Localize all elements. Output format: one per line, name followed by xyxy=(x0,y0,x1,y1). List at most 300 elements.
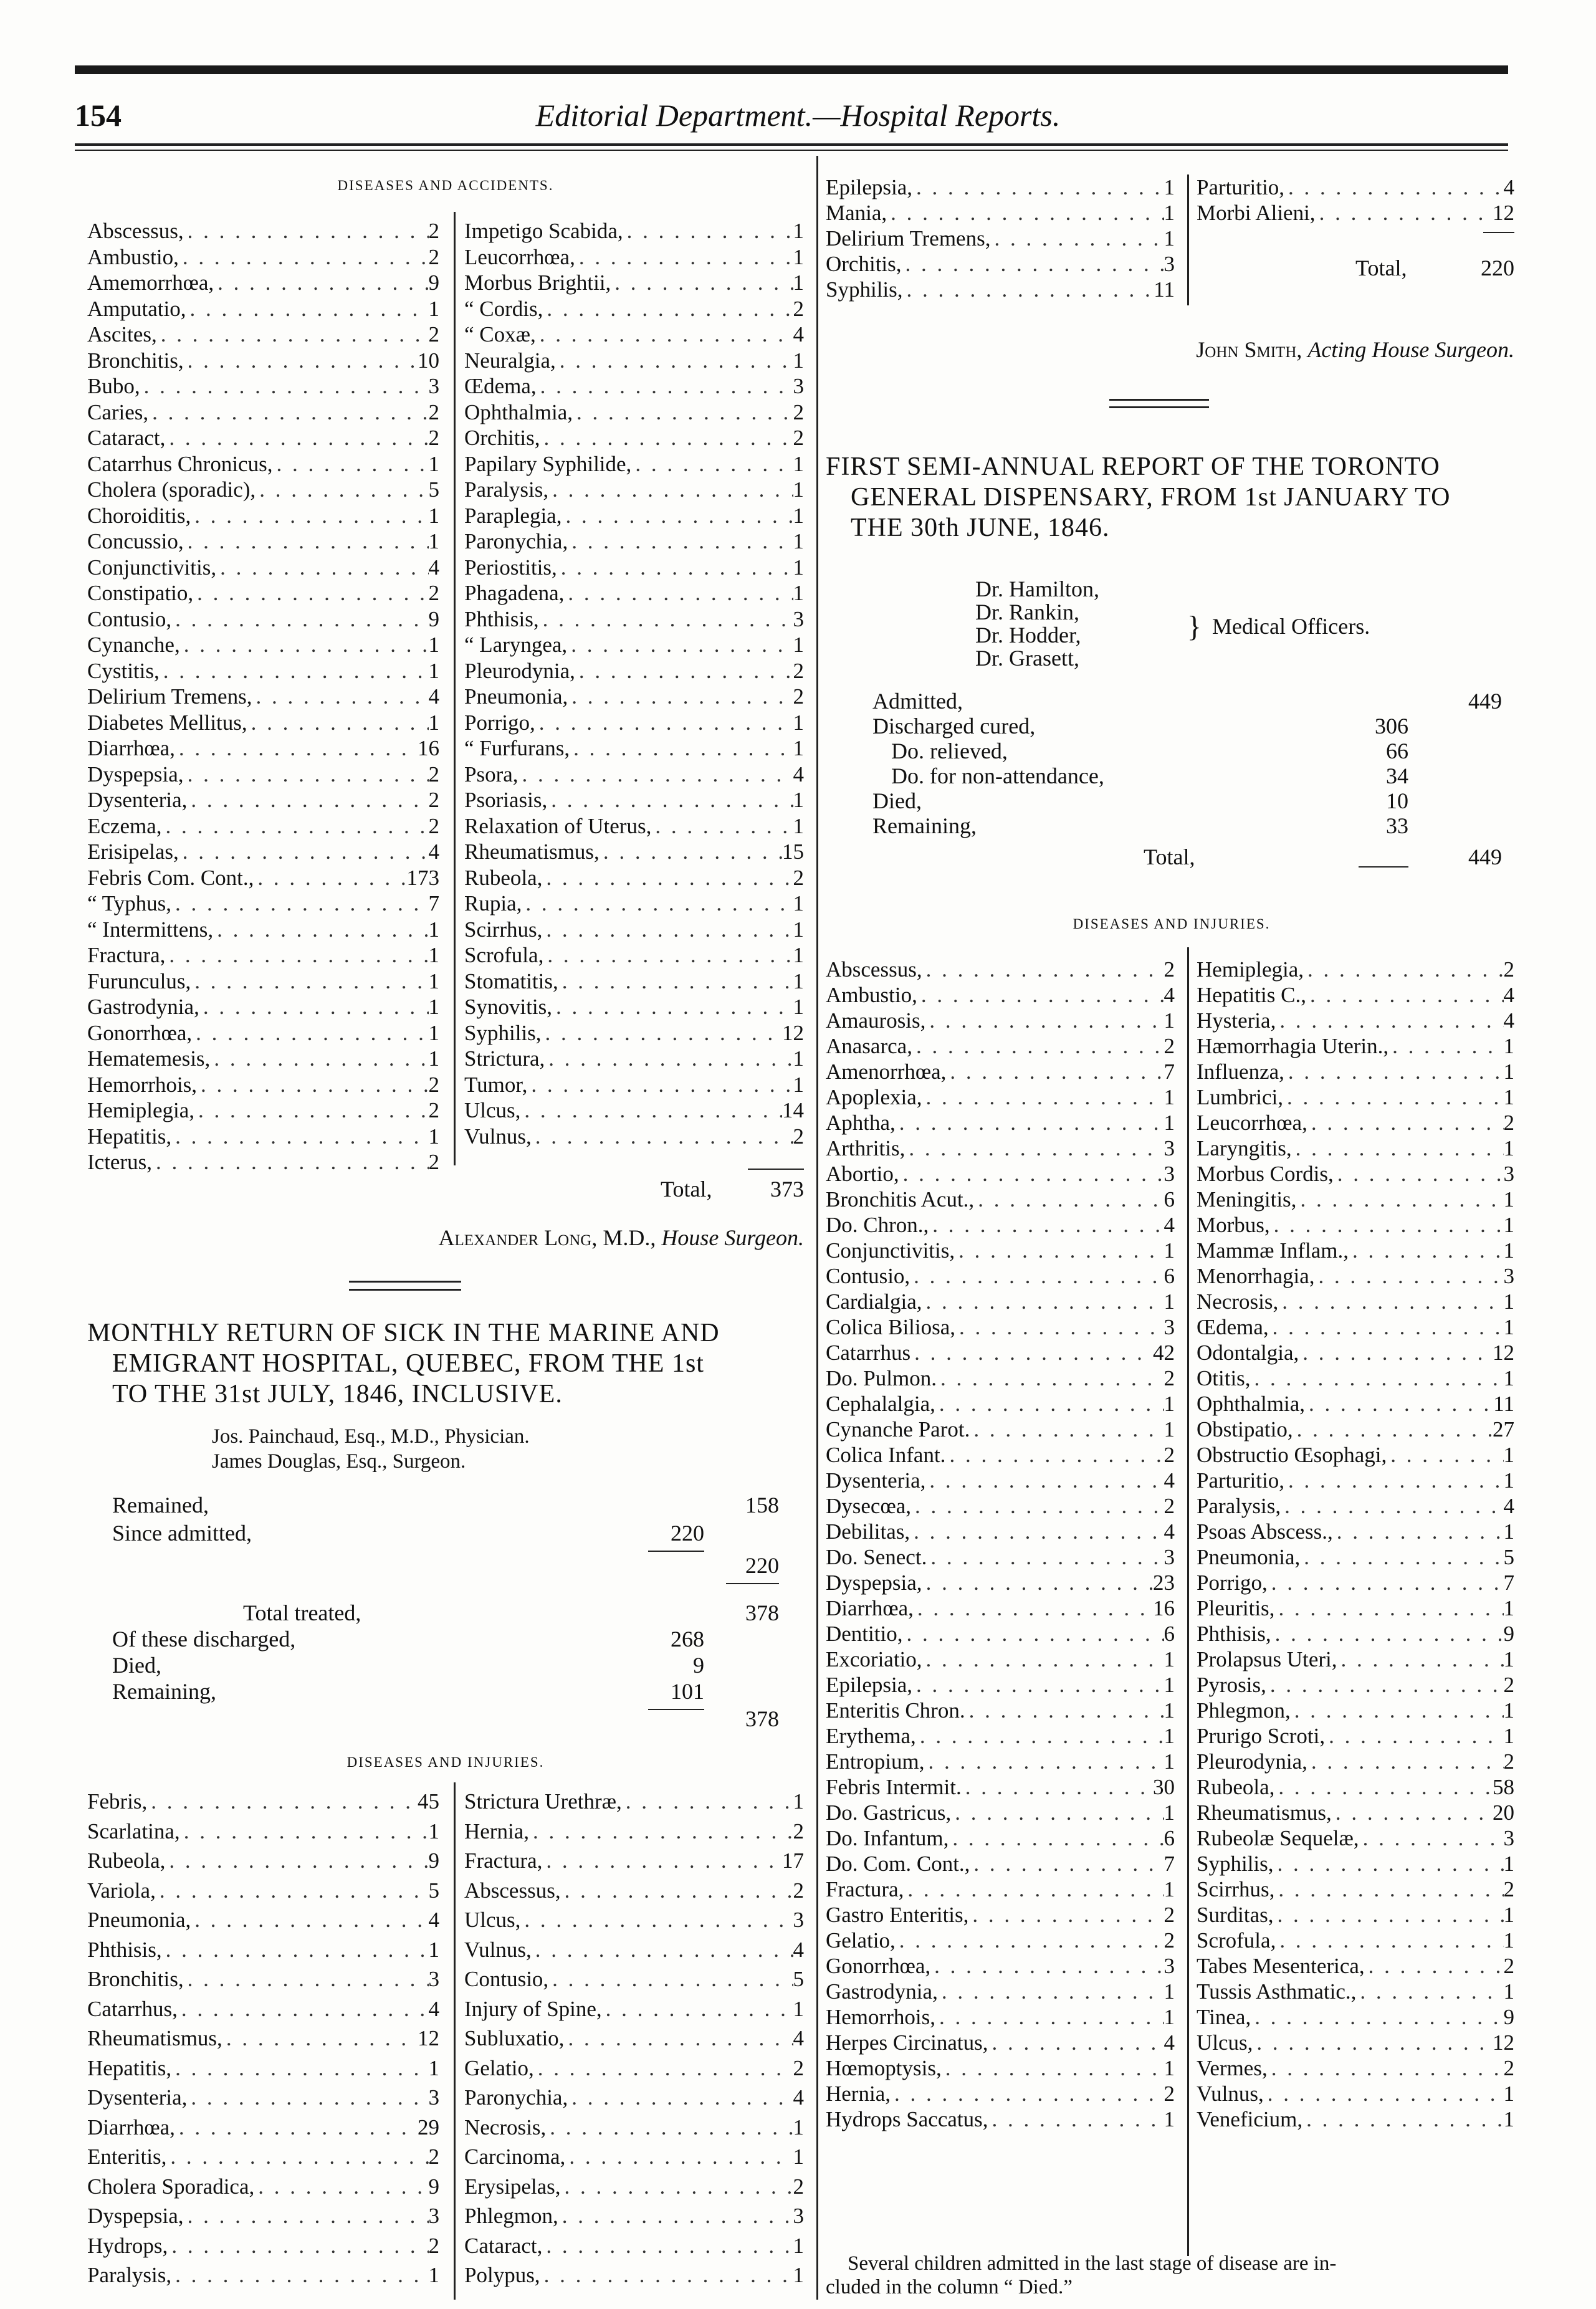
disease-name: Catarrhus Chronicus, xyxy=(87,451,273,476)
dot-leader xyxy=(1264,2081,1504,2106)
case-count: 12 xyxy=(1493,2030,1514,2055)
dot-leader xyxy=(171,2055,428,2081)
disease-name: Contusio, xyxy=(464,1967,549,1991)
dot-leader xyxy=(535,710,793,735)
dot-leader xyxy=(1356,1979,1503,2004)
disease-name: Diabetes Mellitus, xyxy=(87,710,247,735)
list-item xyxy=(464,2203,804,2229)
disease-name: Ulcus, xyxy=(464,1908,521,1932)
case-count: 4 xyxy=(1164,983,1175,1007)
dot-leader xyxy=(1316,200,1493,226)
disease-name: Epilepsia, xyxy=(826,175,912,199)
td-nonattend-value: 34 xyxy=(1386,763,1408,788)
case-count: 1 xyxy=(793,503,804,528)
disease-name: Cephalalgia, xyxy=(826,1392,935,1416)
dot-leader xyxy=(611,270,793,295)
list-item xyxy=(826,1621,1175,1647)
list-item xyxy=(1197,1647,1514,1672)
case-count: 3 xyxy=(428,1967,439,1991)
case-count: 2 xyxy=(793,2055,804,2080)
td-total-rule xyxy=(1359,866,1408,868)
case-count: 1 xyxy=(1503,1213,1514,1237)
dot-leader xyxy=(148,399,428,425)
disease-name: Hysteria, xyxy=(1197,1008,1276,1033)
case-count: 4 xyxy=(428,839,439,864)
case-count: 2 xyxy=(428,426,439,450)
case-count: 1 xyxy=(1164,1979,1175,2004)
list-item xyxy=(464,503,804,528)
dot-leader xyxy=(912,1672,1164,1698)
dot-leader xyxy=(520,1907,793,1933)
dot-leader xyxy=(1296,1187,1503,1212)
list-item xyxy=(87,580,439,606)
final-total: 378 xyxy=(745,1706,779,1731)
disease-name: Hemiplegia, xyxy=(1197,957,1304,982)
list-item xyxy=(87,2055,439,2081)
disease-name: Fractura, xyxy=(87,943,166,967)
dot-leader xyxy=(567,632,793,657)
sum-rule-2 xyxy=(726,1583,779,1584)
disease-name: Catarrhus, xyxy=(87,1996,178,2021)
case-count: 2 xyxy=(1164,1494,1175,1518)
disease-name: Do. Senect. xyxy=(826,1545,927,1569)
dot-leader xyxy=(184,218,429,244)
dot-leader xyxy=(935,2004,1164,2030)
list-item xyxy=(826,1033,1175,1059)
disease-name: Prolapsus Uteri, xyxy=(1197,1647,1337,1671)
dot-leader xyxy=(222,2025,418,2051)
dot-leader xyxy=(191,503,428,528)
case-count: 3 xyxy=(793,606,804,631)
disease-name: Eczema, xyxy=(87,813,162,838)
list-item xyxy=(826,1263,1175,1289)
list-item xyxy=(826,982,1175,1008)
list-item xyxy=(1197,2030,1514,2055)
dot-leader xyxy=(179,244,429,270)
dot-leader xyxy=(1365,1953,1504,1979)
list-item xyxy=(826,1876,1175,1902)
list-item xyxy=(826,1595,1175,1621)
dot-leader xyxy=(565,2144,793,2169)
case-count: 1 xyxy=(793,2115,804,2139)
case-count: 1 xyxy=(1164,1289,1175,1314)
treated-value: 378 xyxy=(745,1600,779,1625)
disease-name: Pyrosis, xyxy=(1197,1673,1266,1697)
dot-leader xyxy=(184,2203,429,2229)
list-item xyxy=(464,891,804,916)
list-item xyxy=(826,1825,1175,1851)
case-count: 1 xyxy=(1164,1673,1175,1697)
dot-leader xyxy=(1251,1365,1504,1391)
list-item xyxy=(464,917,804,942)
dot-leader xyxy=(520,1097,782,1123)
running-head: Editorial Department.—Hospital Reports. xyxy=(535,98,1061,133)
list-item xyxy=(464,2115,804,2140)
disease-name: Stomatitis, xyxy=(464,968,558,993)
case-count: 1 xyxy=(1503,1596,1514,1620)
separator-rule-4 xyxy=(1109,406,1209,408)
case-count: 7 xyxy=(428,891,439,915)
disease-name: Epilepsia, xyxy=(826,1673,912,1697)
disease-name: Amemorrhœa, xyxy=(87,270,214,295)
disease-name: Caries, xyxy=(87,399,149,424)
case-count: 1 xyxy=(793,2144,804,2169)
disease-name: Porrigo, xyxy=(1197,1570,1268,1595)
sum-rule xyxy=(648,1551,704,1552)
case-count: 1 xyxy=(1164,1008,1175,1033)
list-item xyxy=(1197,1365,1514,1391)
list-item xyxy=(87,942,439,968)
disease-name: Excoriatio, xyxy=(826,1647,922,1671)
case-count: 1 xyxy=(428,529,439,553)
dot-leader xyxy=(542,1848,782,1873)
disease-name: Erisipelas, xyxy=(87,839,179,864)
case-count: 2 xyxy=(428,219,439,243)
disease-name: Hemiplegia, xyxy=(87,1098,195,1122)
dot-leader xyxy=(1281,1493,1503,1519)
dot-leader xyxy=(575,244,793,270)
disease-name: Mammæ Inflam., xyxy=(1197,1238,1349,1263)
total-label: Total, xyxy=(661,1177,712,1202)
disease-name: Psora, xyxy=(464,762,518,786)
case-count: 6 xyxy=(1164,1264,1175,1288)
dot-leader xyxy=(1284,174,1504,200)
dot-leader xyxy=(187,787,428,813)
continued-inner-rule xyxy=(1187,174,1189,305)
disease-name: Dyspepsia, xyxy=(87,2204,184,2228)
smith-signature xyxy=(935,337,1514,363)
dot-leader xyxy=(540,2262,793,2288)
case-count: 2 xyxy=(793,1124,804,1149)
disease-name: “ Intermittens, xyxy=(87,917,214,942)
case-count: 1 xyxy=(428,2263,439,2287)
case-count: 1 xyxy=(1503,1085,1514,1109)
marine-heading-line2: EMIGRANT HOSPITAL, QUEBEC, FROM THE 1st xyxy=(112,1349,704,1378)
case-count: 14 xyxy=(782,1098,804,1122)
case-count: 2 xyxy=(793,426,804,450)
disease-name: Cynanche, xyxy=(87,633,180,657)
list-item xyxy=(1197,1161,1514,1187)
dot-leader xyxy=(184,1966,429,1992)
case-count: 2 xyxy=(428,813,439,838)
disease-name: Hæmorrhagia Uterin., xyxy=(1197,1034,1389,1058)
list-item xyxy=(87,735,439,761)
list-item xyxy=(1197,1263,1514,1289)
dot-leader xyxy=(902,251,1164,277)
dot-leader xyxy=(547,787,793,813)
list-item xyxy=(87,917,439,942)
case-count: 1 xyxy=(793,943,804,967)
list-item xyxy=(87,606,439,632)
case-count: 1 xyxy=(1503,1289,1514,1314)
case-count: 7 xyxy=(1164,1059,1175,1084)
dot-leader xyxy=(951,1800,1164,1825)
disease-name: “ Cordis, xyxy=(464,296,543,321)
remained-value: 158 xyxy=(745,1493,779,1518)
case-count: 4 xyxy=(793,2026,804,2050)
list-item xyxy=(1197,1314,1514,1340)
case-count: 17 xyxy=(782,1848,804,1873)
disease-name: Febris Com. Cont., xyxy=(87,865,254,890)
list-item xyxy=(1197,1238,1514,1263)
separator-rule-3 xyxy=(1109,399,1209,401)
case-count: 3 xyxy=(1164,1954,1175,1978)
disease-name: Subluxatio, xyxy=(464,2026,565,2050)
dot-leader xyxy=(1251,2004,1503,2030)
list-item xyxy=(1197,1698,1514,1723)
disease-name: Dysenteria, xyxy=(87,788,188,812)
list-item xyxy=(1197,1110,1514,1135)
marine-heading-line3: TO THE 31st JULY, 1846, INCLUSIVE. xyxy=(112,1380,563,1408)
dot-leader xyxy=(912,1033,1164,1059)
disease-name: Hœmoptysis, xyxy=(826,2056,942,2080)
dot-leader xyxy=(938,1979,1164,2004)
disease-name: Strictura, xyxy=(464,1046,545,1071)
disease-name: Ophthalmia, xyxy=(1197,1392,1305,1416)
dot-leader xyxy=(623,218,793,244)
list-item xyxy=(87,1072,439,1097)
dot-leader xyxy=(140,373,429,399)
disease-name: Tinea, xyxy=(1197,2005,1251,2029)
list-item xyxy=(87,710,439,735)
section-heading: DISEASES AND ACCIDENTS. xyxy=(337,178,554,193)
case-count: 6 xyxy=(1164,1826,1175,1850)
discharged-value: 268 xyxy=(671,1627,704,1652)
case-count: 1 xyxy=(1503,1852,1514,1876)
case-count: 1 xyxy=(1164,201,1175,225)
case-count: 23 xyxy=(1153,1570,1175,1595)
case-count: 9 xyxy=(428,270,439,295)
case-count: 16 xyxy=(1153,1596,1175,1620)
dot-leader xyxy=(1270,1212,1504,1238)
list-item xyxy=(87,348,439,373)
dot-leader xyxy=(171,891,429,916)
case-count: 1 xyxy=(428,1124,439,1149)
list-item xyxy=(87,1046,439,1071)
list-item xyxy=(826,1289,1175,1314)
dot-leader xyxy=(955,1314,1164,1340)
list-item xyxy=(464,244,804,270)
case-count: 3 xyxy=(1164,1162,1175,1186)
case-count: 1 xyxy=(428,2055,439,2080)
list-item xyxy=(464,2085,804,2110)
disease-name: Hernia, xyxy=(464,1819,529,1843)
dot-leader xyxy=(1300,1544,1503,1570)
officer-1: Dr. Hamilton, xyxy=(975,576,1099,601)
list-item xyxy=(87,1996,439,2022)
list-item xyxy=(464,839,804,864)
disease-name: Debilitas, xyxy=(826,1519,910,1544)
case-count: 30 xyxy=(1153,1775,1175,1799)
case-count: 1 xyxy=(1164,1417,1175,1441)
list-item xyxy=(464,296,804,322)
list-item xyxy=(87,399,439,425)
dot-leader xyxy=(561,503,793,528)
dot-leader xyxy=(575,658,793,684)
dot-leader xyxy=(152,1149,429,1175)
dot-leader xyxy=(962,1774,1153,1800)
list-item xyxy=(826,1774,1175,1800)
disease-name: Abscessus, xyxy=(826,957,922,982)
separator-rule-2 xyxy=(349,1289,461,1291)
disease-name: Rheumatismus, xyxy=(464,839,600,864)
dot-leader xyxy=(905,1135,1164,1161)
disease-name: Dysenteria, xyxy=(826,1468,926,1493)
disease-name: Gonorrhœa, xyxy=(87,1020,193,1045)
case-count: 11 xyxy=(1493,1392,1514,1416)
disease-name: Cystitis, xyxy=(87,658,160,683)
disease-name: Do. Infantum, xyxy=(826,1826,949,1850)
list-item xyxy=(87,684,439,709)
disease-name: Delirium Tremens, xyxy=(87,684,252,709)
dot-leader xyxy=(1305,1391,1493,1417)
disease-name: Cataract, xyxy=(87,426,166,450)
dot-leader xyxy=(622,1789,793,1814)
case-count: 1 xyxy=(1503,1315,1514,1339)
list-item xyxy=(464,1996,804,2022)
list-item xyxy=(1197,1774,1514,1800)
list-item xyxy=(87,1937,439,1962)
dot-leader xyxy=(1359,1825,1504,1851)
dot-leader xyxy=(179,839,429,864)
disease-name: Laryngitis, xyxy=(1197,1136,1292,1160)
list-item xyxy=(826,1161,1175,1187)
toronto-heading-line1: FIRST SEMI-ANNUAL REPORT OF THE TORONTO xyxy=(826,452,1440,481)
case-count: 1 xyxy=(1164,2005,1175,2029)
disease-name: Dentitio, xyxy=(826,1622,903,1646)
td-remaining-value: 33 xyxy=(1386,813,1408,838)
list-item xyxy=(826,200,1175,226)
case-count: 1 xyxy=(428,917,439,942)
died-value: 9 xyxy=(693,1653,704,1678)
disease-name: Syphilis, xyxy=(826,277,903,302)
case-count: 1 xyxy=(428,1046,439,1071)
case-count: 2 xyxy=(1503,1111,1514,1135)
disease-name: Rubeolæ Sequelæ, xyxy=(1197,1826,1359,1850)
case-count: 5 xyxy=(793,1967,804,1991)
remaining-label: Remaining, xyxy=(112,1679,216,1704)
disease-name: Diarrhœa, xyxy=(87,736,175,760)
list-item xyxy=(464,1020,804,1046)
list-item xyxy=(464,865,804,891)
disease-name: Relaxation of Uterus, xyxy=(464,813,652,838)
disease-name: Choroiditis, xyxy=(87,503,191,528)
disease-name: Phthisis, xyxy=(1197,1622,1271,1646)
list-item xyxy=(826,2055,1175,2081)
disease-name: Dyspepsia, xyxy=(87,762,184,786)
list-item xyxy=(826,1340,1175,1365)
dot-leader xyxy=(558,968,793,994)
dot-leader xyxy=(942,2055,1164,2081)
case-count: 2 xyxy=(1503,1877,1514,1901)
disease-name: Obstructio Œsophagi, xyxy=(1197,1443,1387,1467)
case-count: 1 xyxy=(1164,1724,1175,1748)
case-count: 2 xyxy=(428,762,439,786)
case-count: 1 xyxy=(1164,1392,1175,1416)
case-count: 29 xyxy=(418,2115,439,2139)
dot-leader xyxy=(568,528,793,554)
case-count: 1 xyxy=(1503,1724,1514,1748)
list-item xyxy=(1197,1825,1514,1851)
list-item xyxy=(464,1124,804,1149)
disease-name: Hepatitis, xyxy=(87,2055,172,2080)
list-item xyxy=(464,270,804,295)
case-count: 12 xyxy=(418,2026,439,2050)
disease-name: Hydrops Saccatus, xyxy=(826,2107,988,2131)
list-item xyxy=(826,2030,1175,2055)
dot-leader xyxy=(160,658,429,684)
case-count: 2 xyxy=(793,1878,804,1903)
disease-name: “ Coxæ, xyxy=(464,322,536,347)
disease-name: Paraplegia, xyxy=(464,503,562,528)
dot-leader xyxy=(911,1493,1164,1519)
disease-name: Tabes Mesenterica, xyxy=(1197,1954,1365,1978)
dot-leader xyxy=(166,2144,428,2169)
list-item xyxy=(826,1135,1175,1161)
list-item xyxy=(826,1519,1175,1544)
disease-name: Œdema, xyxy=(1197,1315,1269,1339)
case-count: 2 xyxy=(1503,1749,1514,1774)
dot-leader xyxy=(929,1212,1164,1238)
case-count: 1 xyxy=(793,813,804,838)
case-count: 7 xyxy=(1503,1570,1514,1595)
dot-leader xyxy=(925,1008,1164,1033)
list-item xyxy=(87,322,439,347)
case-count: 1 xyxy=(1503,1136,1514,1160)
disease-name: Diarrhœa, xyxy=(826,1596,914,1620)
dot-leader xyxy=(927,1544,1164,1570)
disease-name: Concussio, xyxy=(87,529,184,553)
list-item xyxy=(464,606,804,632)
case-count: 42 xyxy=(1153,1341,1175,1365)
list-item xyxy=(1197,1289,1514,1314)
disease-name: Hydrops, xyxy=(87,2233,168,2258)
case-count: 1 xyxy=(1503,2082,1514,2106)
list-item xyxy=(464,373,804,399)
disease-name: Œdema, xyxy=(464,374,537,398)
case-count: 1 xyxy=(793,891,804,915)
disease-name: “ Typhus, xyxy=(87,891,171,915)
td-died-label: Died, xyxy=(872,788,922,813)
dot-leader xyxy=(540,425,793,451)
list-item xyxy=(464,762,804,787)
case-count: 1 xyxy=(1503,1928,1514,1953)
disease-name: Periostitis, xyxy=(464,555,557,580)
case-count: 3 xyxy=(1164,1545,1175,1569)
dot-leader xyxy=(542,917,793,942)
case-count: 3 xyxy=(1503,1826,1514,1850)
case-count: 4 xyxy=(428,555,439,580)
disease-name: “ Furfurans, xyxy=(464,736,570,760)
dot-leader xyxy=(186,296,428,322)
disease-name: Dysenteria, xyxy=(87,2085,188,2110)
disease-name: Scarlatina, xyxy=(87,1819,180,1843)
dot-leader xyxy=(162,813,429,839)
disease-name: Mania, xyxy=(826,201,887,225)
case-count: 3 xyxy=(1503,1162,1514,1186)
list-item xyxy=(826,2081,1175,2106)
case-count: 4 xyxy=(1503,175,1514,199)
disease-name: Ophthalmia, xyxy=(464,399,573,424)
disease-name: Pleurodynia, xyxy=(1197,1749,1307,1774)
disease-name: Parturitio, xyxy=(1197,1468,1284,1493)
discharged-label: Of these discharged, xyxy=(112,1627,296,1652)
dot-leader xyxy=(180,1819,429,1844)
disease-name: Abscessus, xyxy=(464,1878,561,1903)
smith-signature-title: Acting House Surgeon. xyxy=(1307,337,1514,362)
dot-leader xyxy=(1253,2030,1493,2055)
case-count: 5 xyxy=(428,477,439,502)
